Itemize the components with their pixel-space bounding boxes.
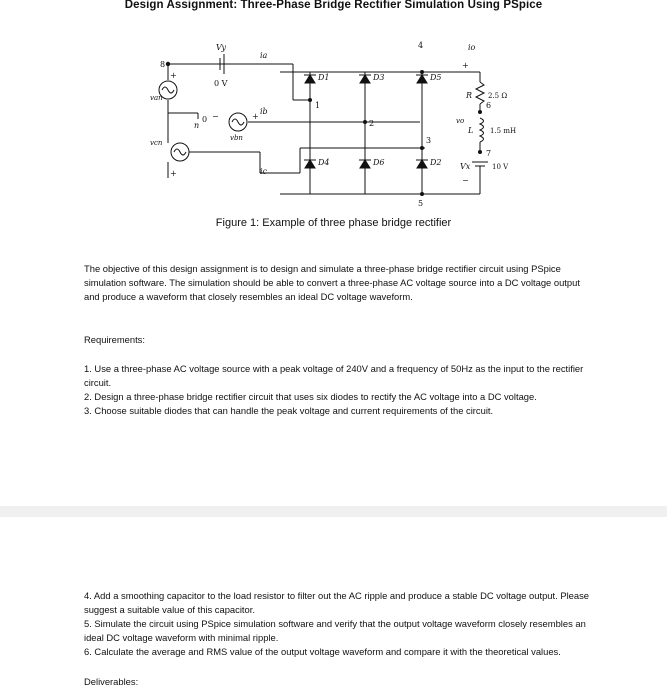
requirement-item: 2. Design a three-phase bridge rectifier circuit that uses six diodes to rectify the AC voltage into a DC voltage. (84, 391, 537, 402)
requirement-item: 5. Simulate the circuit using PSpice simulation software and verify that the output voltage waveform closely resembles an ideal DC voltage waveform with minimal ripple. (84, 618, 586, 643)
ib-label: ib (260, 107, 268, 116)
d3-label: D3 (373, 73, 385, 82)
vx-value: 10 V (492, 163, 509, 171)
vbn-label: vbn (230, 134, 243, 142)
l-label: L (468, 126, 474, 135)
vy-label: Vy (216, 43, 226, 52)
node-2-label: 2 (369, 119, 375, 128)
vbn-plus: + (252, 112, 259, 121)
objective-paragraph: The objective of this design assignment is to design and simulate a three-phase bridge rectifier circuit using PSpice simulation software. The simulation should be able to convert a three-phase AC voltage source into a DC voltage output and produce a waveform that closely resembles an ideal DC voltage waveform. (84, 263, 580, 302)
d5-label: D5 (430, 73, 442, 82)
requirement-item: 3. Choose suitable diodes that can handle the peak voltage and current requirements of the circuit. (84, 405, 494, 416)
io-label: io (468, 43, 476, 52)
page-2 (0, 517, 667, 700)
deliverables-heading: Deliverables: (84, 676, 139, 687)
d4-label: D4 (318, 158, 330, 167)
document-title: Design Assignment: Three-Phase Bridge Rectifier Simulation Using PSpice (124, 0, 543, 11)
r-value: 2.5 Ω (488, 92, 508, 100)
van-plus: + (170, 71, 177, 80)
node-1-label: 1 (315, 101, 321, 110)
node-5-label: 5 (418, 199, 424, 208)
vx-label: Vx (460, 162, 471, 171)
node-6-label: 6 (486, 101, 492, 110)
d6-label: D6 (373, 158, 385, 167)
d2-label: D2 (430, 158, 442, 167)
circuit-diagram (150, 28, 570, 208)
van-label: van (150, 94, 163, 102)
node-8-label: 8 (160, 60, 166, 69)
vo-minus: − (462, 176, 469, 185)
node-4-label: 4 (418, 41, 424, 50)
requirements-list-2 (84, 589, 594, 659)
node-0-label: 0 (202, 115, 208, 124)
vcn-label: vcn (150, 139, 163, 147)
d1-label: D1 (318, 73, 330, 82)
node-3-label: 3 (426, 136, 432, 145)
r-label: R (466, 91, 473, 100)
node-7-label: 7 (486, 149, 492, 158)
figure-caption: Figure 1: Example of three phase bridge rectifier (215, 217, 452, 229)
l-value: 1.5 mH (490, 127, 517, 135)
node-n-label: n (194, 121, 200, 130)
requirement-item: 6. Calculate the average and RMS value of the output voltage waveform and compare it with the theoretical values. (84, 646, 561, 657)
requirement-item: 4. Add a smoothing capacitor to the load resistor to filter out the AC ripple and produce a stable DC voltage output. Please suggest a suitable value of this capacitor. (84, 590, 589, 615)
vcn-plus: + (170, 169, 177, 178)
requirement-item: 1. Use a three-phase AC voltage source with a peak voltage of 240V and a frequency of 50Hz as the input to the rectifier circuit. (84, 363, 584, 388)
zero-volt-label: 0 V (214, 79, 228, 88)
ic-label: ic (260, 167, 268, 176)
requirements-list-1 (84, 362, 594, 418)
vbn-minus: − (212, 112, 219, 121)
vo-label: vo (456, 117, 465, 125)
ia-label: ia (260, 51, 268, 60)
requirements-heading: Requirements: (84, 334, 145, 345)
vo-plus: + (462, 61, 469, 70)
